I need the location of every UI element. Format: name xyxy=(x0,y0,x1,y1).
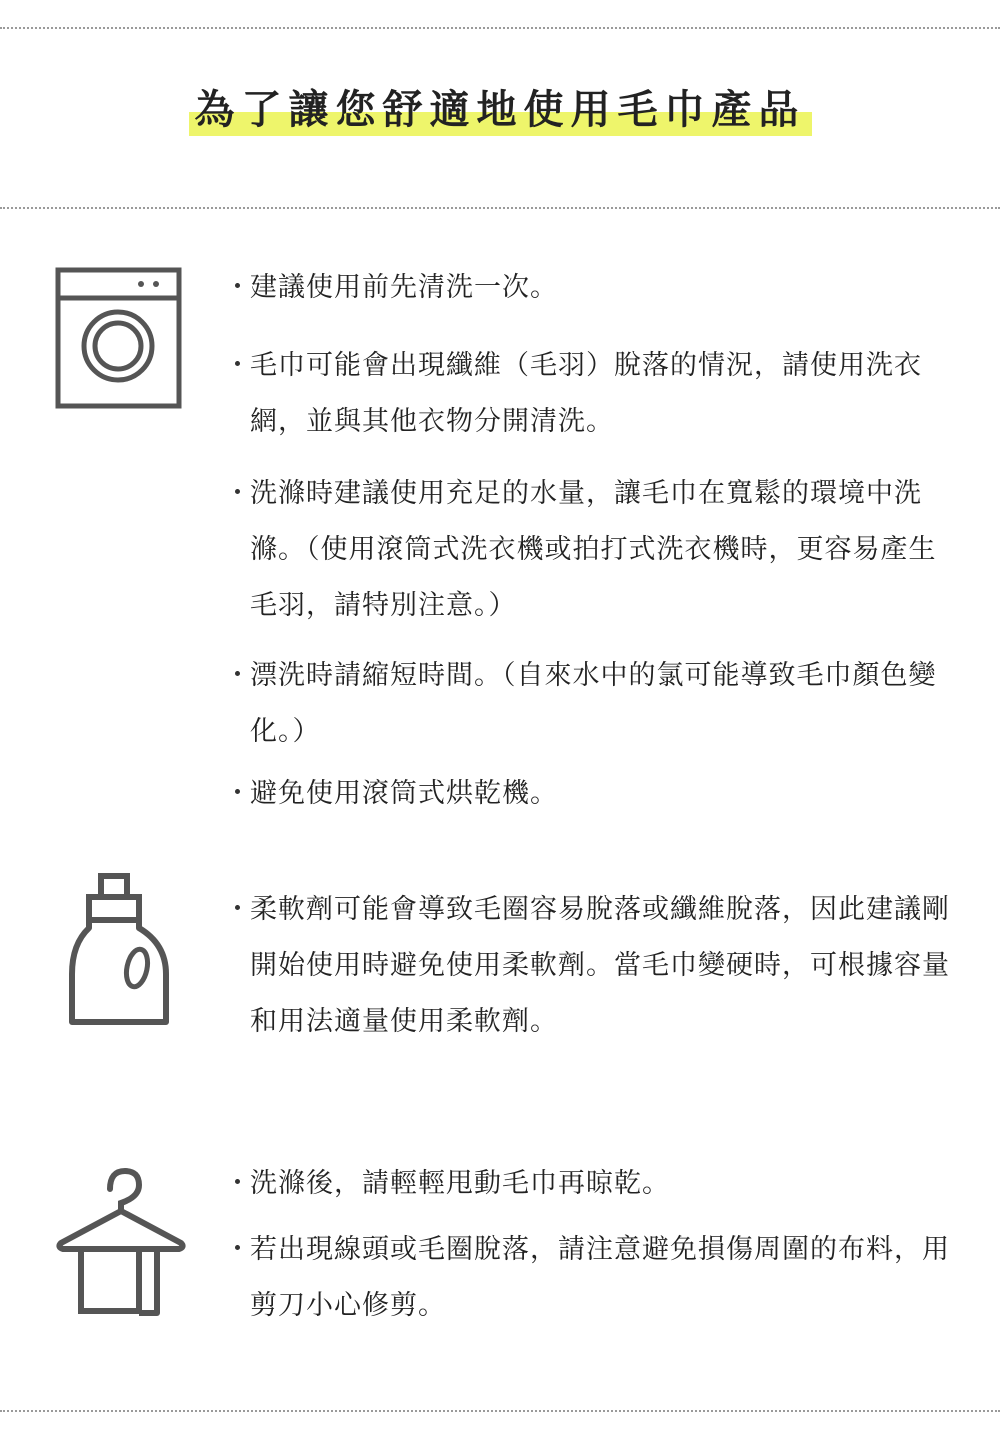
bullet: ・ xyxy=(224,1234,252,1265)
list-item-text: 毛巾可能會出現纖維（毛羽）脫落的情況，請使用洗衣網，並與其他衣物分開清洗。 xyxy=(250,350,922,437)
bullet: ・ xyxy=(224,272,252,303)
list-item-text: 避免使用滾筒式烘乾機。 xyxy=(250,778,558,809)
list-item-text: 若出現線頭或毛圈脫落，請注意避免損傷周圍的布料，用剪刀小心修剪。 xyxy=(250,1234,950,1321)
title-block xyxy=(0,82,1000,138)
page-title-text: 為了讓您舒適地使用毛巾產品 xyxy=(194,87,806,133)
hanger-towel-icon xyxy=(55,1163,187,1323)
bullet: ・ xyxy=(224,660,252,691)
washing-machine-icon xyxy=(55,267,183,413)
list-item xyxy=(224,1156,954,1212)
bullet: ・ xyxy=(224,894,252,925)
list-item-text: 洗滌時建議使用充足的水量，讓毛巾在寬鬆的環境中洗滌。（使用滾筒式洗衣機或拍打式洗衣機時，更容易產生毛羽，請特別注意。） xyxy=(250,478,937,621)
list-item-text: 漂洗時請縮短時間。（自來水中的氯可能導致毛巾顏色變化。） xyxy=(250,660,937,747)
detergent-bottle-icon xyxy=(67,872,173,1036)
bottom-divider xyxy=(0,1410,1000,1412)
list-item xyxy=(224,882,954,1050)
bullet: ・ xyxy=(224,778,252,809)
list-item xyxy=(224,1222,954,1334)
list-item xyxy=(224,260,954,316)
list-item-text: 柔軟劑可能會導致毛圈容易脫落或纖維脫落，因此建議剛開始使用時避免使用柔軟劑。當毛巾變硬時，可根據容量和用法適量使用柔軟劑。 xyxy=(250,894,950,1037)
list-item-text: 建議使用前先清洗一次。 xyxy=(250,272,558,303)
list-item-text: 洗滌後，請輕輕甩動毛巾再晾乾。 xyxy=(250,1168,670,1199)
list-item xyxy=(224,466,954,634)
bullet: ・ xyxy=(224,478,252,509)
page-title xyxy=(189,82,812,138)
bullet: ・ xyxy=(224,1168,252,1199)
list-item xyxy=(224,766,954,822)
list-item xyxy=(224,648,954,760)
title-divider xyxy=(0,207,1000,209)
bullet: ・ xyxy=(224,350,252,381)
list-item xyxy=(224,338,954,450)
top-divider xyxy=(0,27,1000,29)
